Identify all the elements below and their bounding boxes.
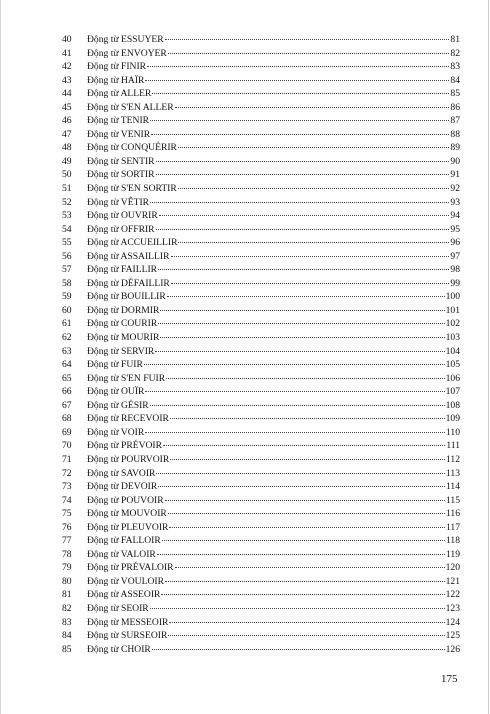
toc-entry-title: Động từ MOUVOIR (87, 508, 167, 520)
toc-entry-number: 49 (62, 155, 72, 167)
toc-entry-page: 105 (445, 359, 460, 371)
toc-entry-title: Động từ SEOIR (87, 602, 149, 614)
toc-entry-title: Động từ ENVOYER (87, 47, 167, 59)
toc-dot-leader (150, 202, 449, 203)
toc-entry-page: 120 (445, 562, 460, 574)
toc-entry-title: Động từ SORTIR (87, 169, 155, 181)
toc-entry-page: 114 (445, 481, 460, 493)
toc-entry-number: 41 (62, 47, 72, 59)
toc-entry-page: 85 (450, 88, 460, 100)
toc-entry[interactable] (62, 399, 460, 413)
toc-entry-number: 62 (62, 332, 72, 344)
toc-entry-title: Động từ FUIR (87, 359, 143, 371)
toc-entry[interactable] (62, 47, 460, 61)
toc-entry-title: Động từ PRÉVALOIR (87, 562, 174, 574)
toc-entry[interactable] (62, 345, 460, 359)
toc-entry-number: 44 (62, 88, 72, 100)
toc-entry[interactable] (62, 182, 460, 196)
toc-entry[interactable] (62, 358, 460, 372)
toc-dot-leader (171, 283, 449, 284)
toc-entry-number: 76 (62, 521, 72, 533)
toc-entry-number: 54 (62, 223, 72, 235)
toc-dot-leader (169, 622, 444, 623)
toc-dot-leader (178, 188, 449, 189)
toc-entry-title: Động từ DEVOIR (87, 481, 158, 493)
toc-entry[interactable] (62, 643, 460, 657)
toc-entry[interactable] (62, 616, 460, 630)
toc-dot-leader (170, 459, 445, 460)
toc-entry-title: Động từ SAVOIR (87, 467, 156, 479)
toc-entry[interactable] (62, 141, 460, 155)
toc-entry-page: 96 (450, 237, 460, 249)
toc-entry-title: Động từ PRÉVOIR (87, 440, 163, 452)
toc-entry-title: Động từ CHOIR (87, 643, 151, 655)
toc-entry-number: 58 (62, 277, 72, 289)
toc-entry-number: 75 (62, 508, 72, 520)
toc-entry[interactable] (62, 60, 460, 74)
toc-entry-page: 126 (445, 643, 460, 655)
toc-entry-number: 83 (62, 616, 72, 628)
toc-entry[interactable] (62, 196, 460, 210)
toc-entry-title: Động từ ASSAILLIR (87, 250, 170, 262)
toc-entry-title: Động từ HAÏR (87, 74, 145, 86)
toc-entry-number: 68 (62, 413, 72, 425)
toc-entry-number: 77 (62, 535, 72, 547)
toc-entry[interactable] (62, 453, 460, 467)
toc-entry-page: 123 (445, 602, 460, 614)
toc-entry-number: 69 (62, 426, 72, 438)
toc-entry[interactable] (62, 250, 460, 264)
toc-entry-page: 92 (450, 183, 460, 195)
toc-entry-number: 63 (62, 345, 72, 357)
toc-dot-leader (156, 229, 449, 230)
toc-dot-leader (156, 174, 449, 175)
toc-dot-leader (150, 405, 445, 406)
toc-entry-title: Động từ VOULOIR (87, 575, 164, 587)
toc-entry-page: 95 (450, 223, 460, 235)
toc-entry[interactable] (62, 534, 460, 548)
toc-entry-page: 86 (450, 101, 460, 113)
toc-entry-page: 87 (450, 115, 460, 127)
toc-entry[interactable] (62, 629, 460, 643)
toc-dot-leader (155, 351, 444, 352)
toc-entry-title: Động từ SURSEOIR (87, 630, 168, 642)
toc-entry[interactable] (62, 317, 460, 331)
toc-entry-page: 111 (446, 440, 460, 452)
toc-entry-number: 81 (62, 589, 72, 601)
toc-entry-number: 46 (62, 115, 72, 127)
toc-entry-title: Động từ ESSUYER (87, 34, 164, 45)
toc-entry-title: Động từ TENIR (87, 115, 150, 127)
toc-entry[interactable] (62, 168, 460, 182)
toc-dot-leader (152, 93, 449, 94)
toc-entry[interactable] (62, 128, 460, 142)
toc-dot-leader (163, 445, 445, 446)
toc-entry-title: Động từ CONQUÉRIR (87, 142, 177, 154)
toc-entry-page: 101 (445, 304, 460, 316)
toc-dot-leader (169, 527, 445, 528)
toc-entry-number: 84 (62, 630, 72, 642)
toc-entry-page: 84 (450, 74, 460, 86)
toc-entry-page: 125 (445, 630, 460, 642)
toc-entry-title: Động từ ASSEOIR (87, 589, 161, 601)
toc-entry-number: 74 (62, 494, 72, 506)
toc-entry-page: 89 (450, 142, 460, 154)
toc-entry-title: Động từ S'EN ALLER (87, 101, 174, 113)
toc-entry-number: 82 (62, 602, 72, 614)
toc-entry[interactable] (62, 480, 460, 494)
toc-entry-number: 47 (62, 128, 72, 140)
toc-entry[interactable] (62, 101, 460, 115)
toc-dot-leader (168, 513, 445, 514)
toc-dot-leader (145, 80, 449, 81)
toc-entry-title: Động từ MOURIR (87, 332, 160, 344)
toc-entry-number: 60 (62, 304, 72, 316)
toc-dot-leader (152, 649, 445, 650)
toc-entry[interactable] (62, 439, 460, 453)
toc-dot-leader (150, 608, 445, 609)
toc-entry[interactable] (62, 372, 460, 386)
toc-entry-number: 71 (62, 453, 72, 465)
toc-entry-page: 119 (445, 548, 460, 560)
table-of-contents (62, 33, 460, 656)
toc-entry[interactable] (62, 263, 460, 277)
toc-entry-page: 100 (445, 291, 460, 303)
toc-entry-page: 108 (445, 399, 460, 411)
toc-entry-number: 43 (62, 74, 72, 86)
toc-dot-leader (158, 486, 445, 487)
toc-entry[interactable] (62, 575, 460, 589)
toc-entry-title: Động từ POURVOIR (87, 453, 170, 465)
toc-entry[interactable] (62, 236, 460, 250)
toc-entry-page: 115 (445, 494, 460, 506)
toc-entry[interactable] (62, 277, 460, 291)
toc-entry-page: 124 (445, 616, 460, 628)
toc-entry-number: 65 (62, 372, 72, 384)
toc-entry[interactable] (62, 548, 460, 562)
toc-dot-leader (161, 594, 444, 595)
toc-entry[interactable] (62, 223, 460, 237)
toc-entry-title: Động từ COURIR (87, 318, 158, 330)
toc-entry-page: 97 (450, 250, 460, 262)
toc-entry-page: 91 (450, 169, 460, 181)
toc-entry-number: 66 (62, 386, 72, 398)
toc-entry-page: 110 (445, 426, 460, 438)
toc-entry-page: 102 (445, 318, 460, 330)
toc-entry-number: 45 (62, 101, 72, 113)
toc-entry-page: 94 (450, 210, 460, 222)
toc-entry-number: 61 (62, 318, 72, 330)
toc-entry[interactable] (62, 155, 460, 169)
toc-entry-title: Động từ VÊTIR (87, 196, 150, 208)
toc-entry-title: Động từ VALOIR (87, 548, 156, 560)
toc-dot-leader (166, 378, 445, 379)
toc-entry-number: 85 (62, 643, 72, 655)
toc-entry-page: 98 (450, 264, 460, 276)
toc-entry-page: 116 (445, 508, 460, 520)
toc-dot-leader (170, 418, 445, 419)
toc-dot-leader (178, 242, 449, 243)
toc-dot-leader (147, 66, 449, 67)
toc-entry-title: Động từ MESSEOIR (87, 616, 169, 628)
toc-entry-title: Động từ PLEUVOIR (87, 521, 169, 533)
toc-dot-leader (150, 120, 449, 121)
toc-entry-number: 55 (62, 237, 72, 249)
toc-entry[interactable] (62, 290, 460, 304)
toc-dot-leader (165, 581, 445, 582)
toc-entry-title: Động từ S'EN SORTIR (87, 183, 177, 195)
toc-dot-leader (175, 567, 445, 568)
toc-entry[interactable] (62, 426, 460, 440)
toc-entry-page: 82 (450, 47, 460, 59)
toc-entry-title: Động từ OUÏR (87, 386, 145, 398)
toc-entry-page: 117 (445, 521, 460, 533)
toc-entry-page: 107 (445, 386, 460, 398)
toc-entry-title: Động từ OUVRIR (87, 210, 158, 222)
toc-dot-leader (145, 432, 445, 433)
toc-entry-title: Động từ VOIR (87, 426, 145, 438)
toc-dot-leader (158, 269, 449, 270)
toc-dot-leader (157, 554, 445, 555)
toc-entry-title: Động từ RECEVOIR (87, 413, 169, 425)
toc-entry[interactable] (62, 467, 460, 481)
toc-entry-title: Động từ S'EN FUIR (87, 372, 166, 384)
toc-entry-page: 122 (445, 589, 460, 601)
toc-dot-leader (171, 256, 450, 257)
toc-entry[interactable] (62, 602, 460, 616)
toc-entry[interactable] (62, 521, 460, 535)
toc-entry-title: Động từ ALLER (87, 88, 152, 100)
toc-dot-leader (159, 215, 449, 216)
toc-dot-leader (160, 337, 444, 338)
toc-entry-title: Động từ SENTIR (87, 155, 155, 167)
toc-dot-leader (165, 500, 445, 501)
toc-entry-number: 67 (62, 399, 72, 411)
toc-entry-title: Động từ BOUILLIR (87, 291, 166, 303)
toc-dot-leader (160, 310, 444, 311)
toc-entry[interactable] (62, 412, 460, 426)
toc-dot-leader (145, 391, 444, 392)
toc-dot-leader (175, 107, 449, 108)
toc-entry-number: 72 (62, 467, 72, 479)
toc-entry-page: 104 (445, 345, 460, 357)
page-right-edge (488, 0, 489, 714)
toc-dot-leader (162, 540, 445, 541)
toc-entry[interactable] (62, 331, 460, 345)
toc-entry-title: Động từ FINIR (87, 61, 147, 73)
toc-entry-number: 78 (62, 548, 72, 560)
toc-entry-number: 57 (62, 264, 72, 276)
toc-entry-page: 121 (445, 575, 460, 587)
toc-entry[interactable] (62, 561, 460, 575)
toc-entry-number: 64 (62, 359, 72, 371)
toc-entry[interactable] (62, 494, 460, 508)
toc-entry-number: 73 (62, 481, 72, 493)
toc-entry-title: Động từ POUVOIR (87, 494, 164, 506)
toc-entry[interactable] (62, 74, 460, 88)
toc-entry-number: 51 (62, 183, 72, 195)
toc-entry-number: 70 (62, 440, 72, 452)
toc-entry-title: Động từ FALLOIR (87, 535, 161, 547)
toc-entry-number: 48 (62, 142, 72, 154)
toc-dot-leader (156, 473, 444, 474)
toc-entry[interactable] (62, 209, 460, 223)
toc-entry-number: 56 (62, 250, 72, 262)
toc-entry-number: 42 (62, 61, 72, 73)
toc-entry-number: 79 (62, 562, 72, 574)
toc-entry-page: 99 (450, 277, 460, 289)
toc-dot-leader (168, 53, 449, 54)
toc-entry[interactable] (62, 507, 460, 521)
toc-entry-number: 52 (62, 196, 72, 208)
toc-entry-page: 109 (445, 413, 460, 425)
toc-entry[interactable] (62, 33, 460, 47)
toc-entry-number: 59 (62, 291, 72, 303)
toc-dot-leader (168, 635, 444, 636)
toc-entry-title: Động từ DÉFAILLIR (87, 277, 170, 289)
toc-entry[interactable] (62, 304, 460, 318)
toc-entry-number: 50 (62, 169, 72, 181)
toc-entry-page: 83 (450, 61, 460, 73)
toc-dot-leader (158, 323, 444, 324)
toc-entry[interactable] (62, 87, 460, 101)
toc-entry[interactable] (62, 385, 460, 399)
toc-entry-page: 81 (450, 34, 460, 45)
page-left-edge (0, 0, 1, 714)
toc-entry-page: 103 (445, 332, 460, 344)
toc-entry-number: 40 (62, 34, 72, 45)
toc-dot-leader (165, 39, 449, 40)
toc-entry-page: 93 (450, 196, 460, 208)
page-number: 175 (441, 673, 458, 685)
toc-entry-page: 118 (445, 535, 460, 547)
toc-entry-page: 88 (450, 128, 460, 140)
toc-entry-page: 90 (450, 155, 460, 167)
toc-dot-leader (167, 296, 445, 297)
toc-entry-number: 53 (62, 210, 72, 222)
toc-entry[interactable] (62, 114, 460, 128)
toc-entry-title: Động từ FAILLIR (87, 264, 158, 276)
toc-entry-title: Động từ DORMIR (87, 304, 160, 316)
toc-entry-title: Động từ SERVIR (87, 345, 155, 357)
toc-dot-leader (156, 161, 449, 162)
toc-dot-leader (144, 364, 445, 365)
toc-entry-page: 113 (445, 467, 460, 479)
toc-dot-leader (178, 147, 449, 148)
toc-entry-title: Động từ GÉSIR (87, 399, 149, 411)
toc-entry-title: Động từ VENIR (87, 128, 151, 140)
toc-entry-page: 112 (445, 453, 460, 465)
toc-entry-title: Động từ OFFRIR (87, 223, 155, 235)
toc-entry-number: 80 (62, 575, 72, 587)
toc-entry-title: Động từ ACCUEILLIR (87, 237, 178, 249)
toc-entry[interactable] (62, 588, 460, 602)
toc-dot-leader (151, 134, 449, 135)
toc-entry-page: 106 (445, 372, 460, 384)
